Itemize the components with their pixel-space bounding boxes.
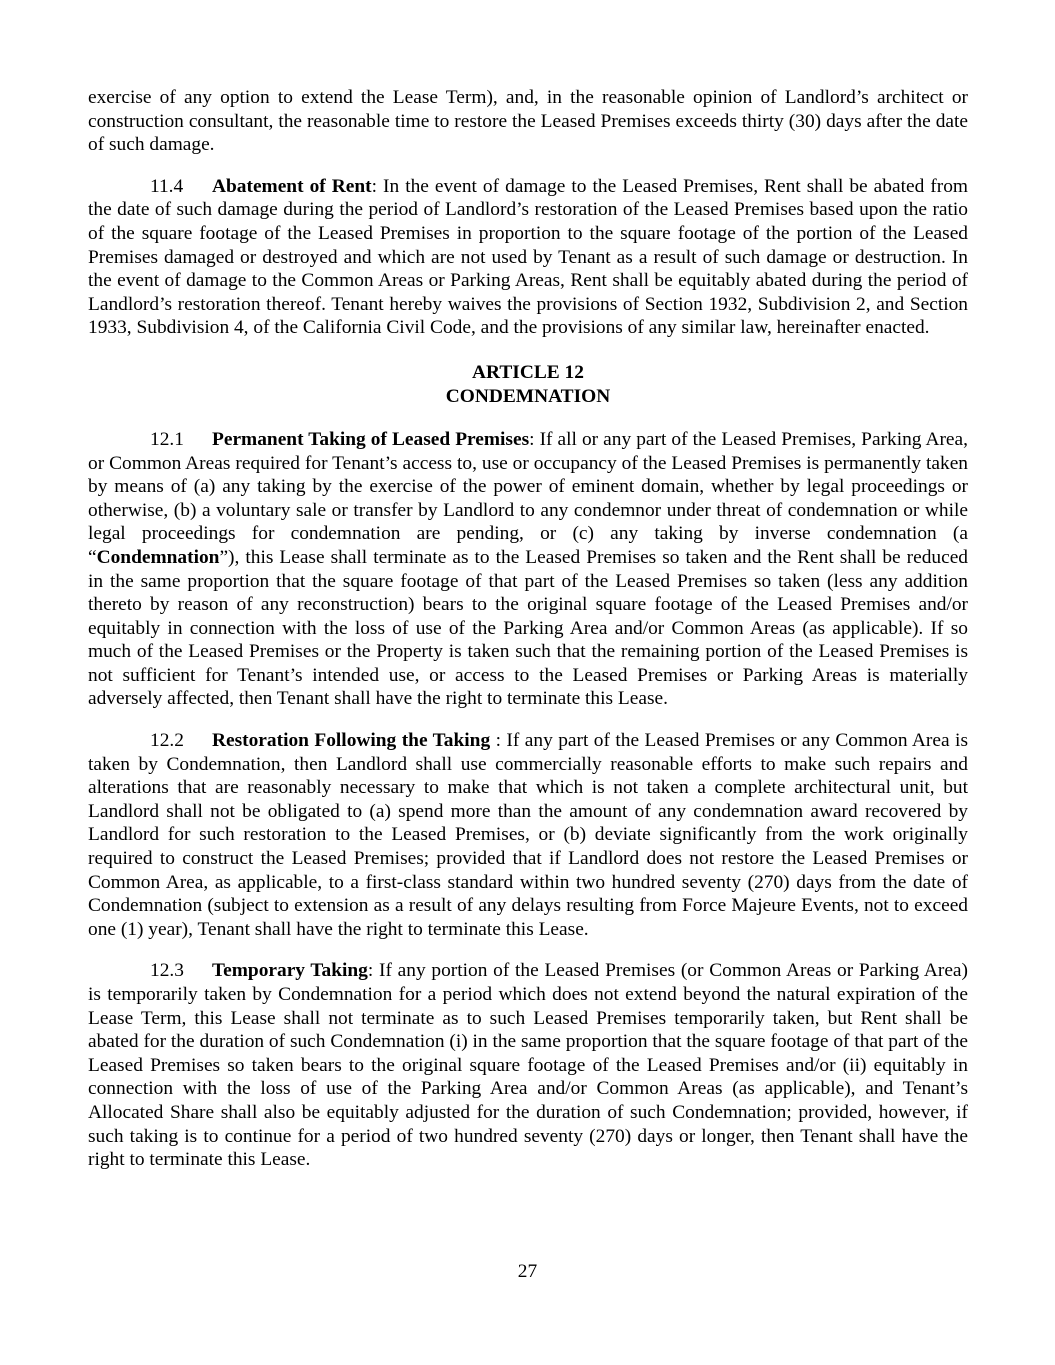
defined-term: Condemnation [96, 546, 220, 568]
section-12-2 [88, 729, 968, 941]
section-text-continued: ”), this Lease shall terminate as to the Leased Premises so taken and the Rent shall be reduced in the same proportion that the square footage of that part of the Leased Premises so taken (less any addition thereto by reason of any reconstruction) bears to the original square footage of the Leased Premises and/or equitably in connection with the loss of use of the Parking Area and/or Common Areas (as applicable). If so much of the Leased Premises or the Property is taken such that the remaining portion of the Leased Premises is not sufficient for Tenant’s intended use, or access to the Leased Premises or Parking Areas is materially adversely affected, then Tenant shall have the right to terminate this Lease. [88, 546, 968, 710]
section-title: Permanent Taking of Leased Premises [212, 428, 530, 450]
section-number: 11.4 [150, 175, 184, 197]
article-title: CONDEMNATION [445, 386, 611, 408]
section-text: : If any part of the Leased Premises or any Common Area is taken by Condemnation, then Landlord shall use commercially reasonable efforts to make such repairs and alterations that are reasonably necessary to make that which is not taken a complete architectural unit, but Landlord shall not be obligated to (a) spend more than the amount of any condemnation award recovered by Landlord for such restoration to the Leased Premises, or (b) deviate significantly from the work originally required to construct the Leased Premises; provided that if Landlord does not restore the Leased Premises or Common Area, as applicable, to a first-class standard within two hundred seventy (270) days from the date of Condemnation (subject to extension as a result of any delays resulting from Force Majeure Events, not to exceed one (1) year), Tenant shall have the right to terminate this Lease. [88, 730, 968, 940]
section-number: 12.2 [150, 730, 184, 752]
section-12-1 [88, 428, 968, 711]
article-heading [88, 361, 968, 410]
document-page [88, 86, 968, 1172]
intro-paragraph: exercise of any option to extend the Lease Term), and, in the reasonable opinion of Landlord’s architect or construction consultant, the reasonable time to restore the Leased Premises exceeds thirty (30) days after the date of such damage. [88, 87, 968, 156]
section-11-4 [88, 175, 968, 340]
section-12-3 [88, 959, 968, 1171]
section-title: Restoration Following the Taking [212, 730, 491, 752]
section-number: 12.1 [150, 428, 184, 450]
section-number: 12.3 [150, 960, 184, 982]
section-text: : In the event of damage to the Leased Premises, Rent shall be abated from the date of such damage during the period of Landlord’s restoration of the Leased Premises based upon the ratio of the square footage of the Leased Premises in proportion to the square footage of the portion of the Leased Premises damaged or destroyed and which are not used by Tenant as a result of such damage or destruction. In the event of damage to the Common Areas or Parking Areas, Rent shall be equitably abated during the period of Landlord’s restoration thereof. Tenant hereby waives the provisions of Section 1932, Subdivision 2, and Section 1933, Subdivision 4, of the California Civil Code, and the provisions of any similar law, hereinafter enacted. [88, 175, 968, 339]
page-number: 27 [517, 1261, 538, 1282]
section-title: Abatement of Rent [212, 175, 372, 197]
section-text: : If any portion of the Leased Premises (or Common Areas or Parking Area) is temporarily taken by Condemnation for a period which does not extend beyond the natural expiration of the Lease Term, this Lease shall not terminate as to such Leased Premises temporarily taken, but Rent shall be abated for the duration of such Condemnation (i) in the same proportion that the square footage of that part of the Leased Premises so taken bears to the original square footage of the Leased Premises and/or (ii) equitably in connection with the loss of use of the Parking Area and/or Common Areas (as applicable), and Tenant’s Allocated Share shall also be equitably adjusted for the duration of such Condemnation; provided, however, if such taking is to continue for a period of two hundred seventy (270) days or longer, then Tenant shall have the right to terminate this Lease. [88, 960, 968, 1171]
section-title: Temporary Taking [212, 960, 368, 982]
article-number: ARTICLE 12 [472, 361, 584, 383]
section-text: : If all or any part of the Leased Premises, Parking Area, or Common Areas required for Tenant’s access to, use or occupancy of the Leased Premises is permanently taken by means of (a) any taking by the exercise of the power of eminent domain, whether by legal proceedings or otherwise, (b) a voluntary sale or transfer by Landlord to any condemnor under threat of condemnation or while legal proceedings for condemnation are pending, or (c) any taking by inverse condemnation (a “ [88, 428, 968, 568]
